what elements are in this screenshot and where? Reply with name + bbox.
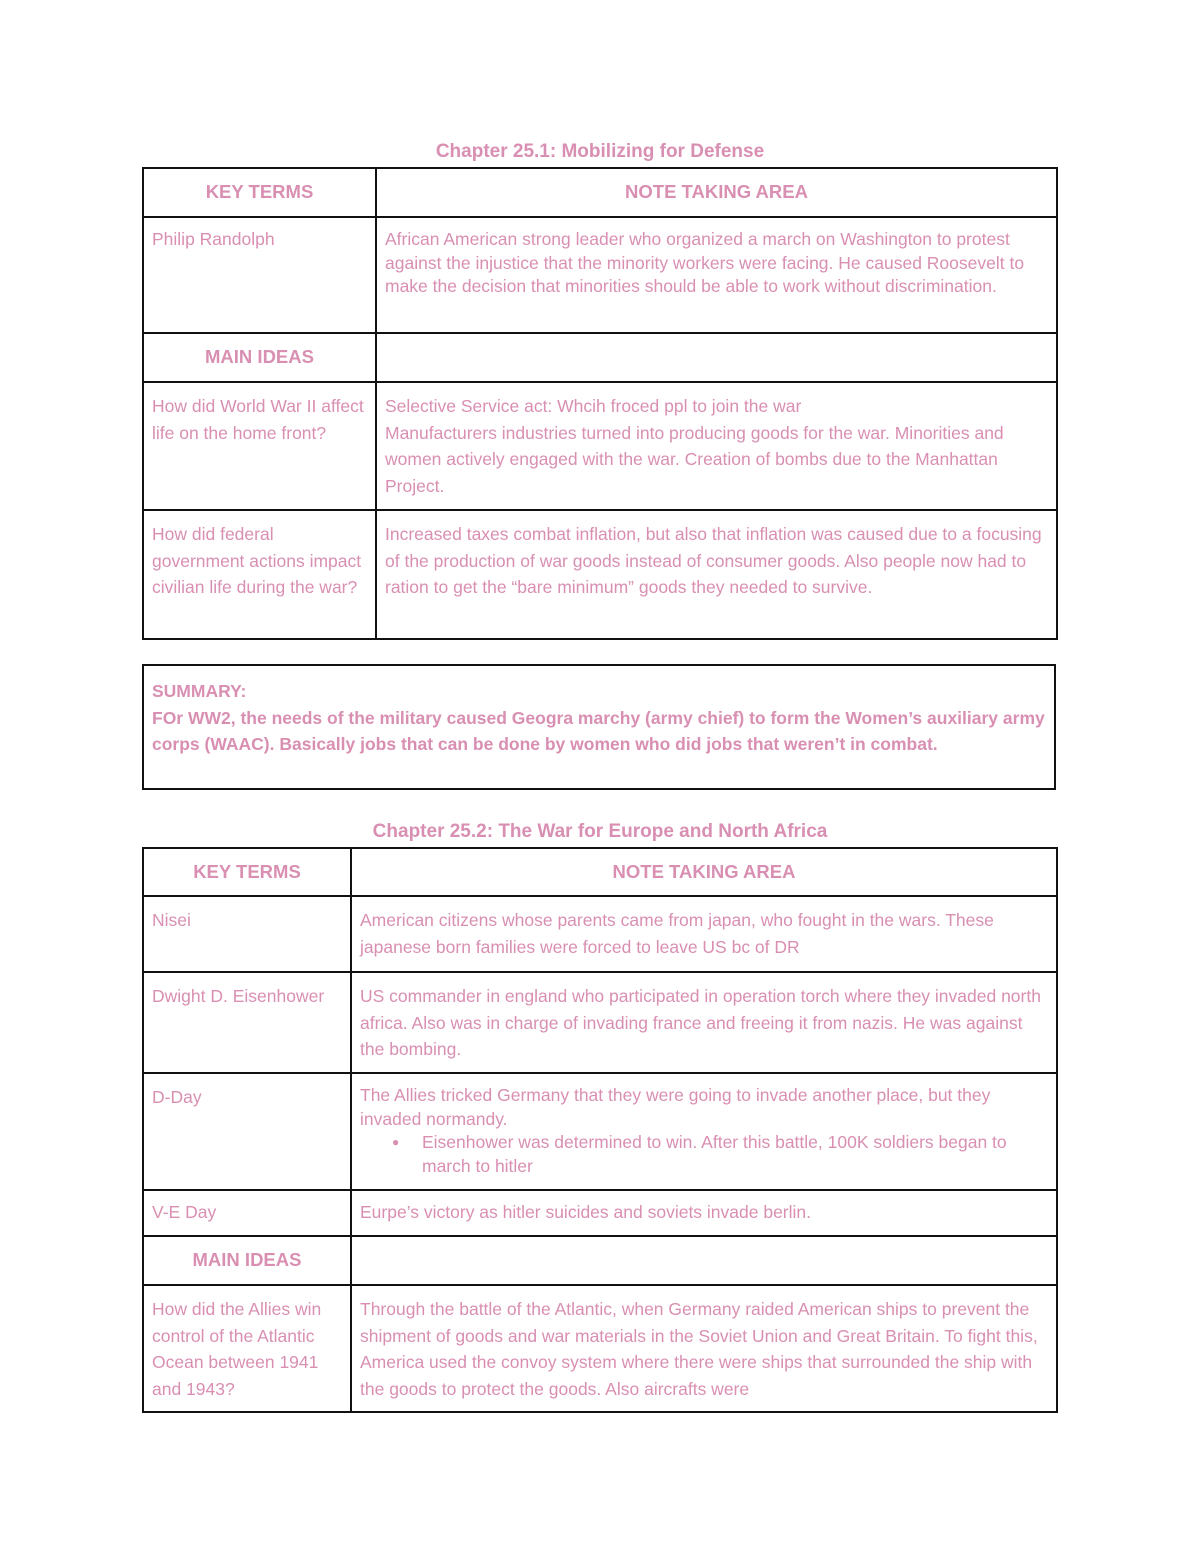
term-note: US commander in england who participated in operation torch where they invaded north africa. Also was in charge of invading france and freeing it from nazis. He was against the bombing. [351,972,1057,1073]
main-idea-note [376,382,1057,510]
key-term: D-Day [143,1073,351,1190]
key-terms-header: KEY TERMS [143,848,351,896]
section2-notes-table [142,847,1058,1413]
main-idea-note: Increased taxes combat inflation, but also that inflation was caused due to a focusing of the production of war goods instead of consumer goods. Also people now had to ration to get the “bare minimum” goods they needed to survive. [376,510,1057,639]
table-row [143,896,1057,972]
table-row [143,382,1057,510]
main-ideas-header: MAIN IDEAS [143,1236,351,1285]
empty-cell [351,1236,1057,1285]
key-term: Nisei [143,896,351,972]
section1-header-row [143,168,1057,217]
term-note: African American strong leader who organized a march on Washington to protest against the injustice that the minority workers were facing. He caused Roosevelt to make the decision that minorities should be able to work without discrimination. [376,217,1057,333]
table-row [143,1190,1057,1236]
term-note: American citizens whose parents came from japan, who fought in the wars. These japanese born families were forced to leave US bc of DR [351,896,1057,972]
key-term: V-E Day [143,1190,351,1236]
table-row [143,510,1057,639]
summary-box [142,664,1056,790]
main-ideas-header-row [143,333,1057,382]
main-idea-question: How did the Allies win control of the Atlantic Ocean between 1941 and 1943? [143,1285,351,1412]
note-line: Selective Service act: Whcih froced ppl to join the war [385,396,802,416]
key-terms-header: KEY TERMS [143,168,376,217]
main-idea-note: Through the battle of the Atlantic, when Germany raided American ships to prevent the shipment of goods and war materials in the Soviet Union and Great Britain. To fight this, America used the convoy system where there were ships that surrounded the ship with the goods to protect the goods. Also aircrafts were [351,1285,1057,1412]
main-ideas-header: MAIN IDEAS [143,333,376,382]
empty-cell [376,333,1057,382]
note-bullet-list [360,1131,1048,1178]
main-idea-question: How did federal government actions impact civilian life during the war? [143,510,376,639]
section1-notes-table [142,167,1058,640]
main-idea-question: How did World War II affect life on the home front? [143,382,376,510]
main-ideas-header-row [143,1236,1057,1285]
table-row [143,972,1057,1073]
note-bullet-item: ● Eisenhower was determined to win. After this battle, 100K soldiers began to march to hitler [422,1131,1048,1178]
term-note [351,1073,1057,1190]
key-term: Dwight D. Eisenhower [143,972,351,1073]
section1-title: Chapter 25.1: Mobilizing for Defense [435,141,765,162]
key-term: Philip Randolph [143,217,376,333]
note-line: Manufacturers industries turned into producing goods for the war. Minorities and women actively engaged with the war. Creation of bombs due to the Manhattan Project. [385,422,1004,496]
note-taking-area-header: NOTE TAKING AREA [376,168,1057,217]
summary-label: SUMMARY: [152,681,247,701]
summary-text: FOr WW2, the needs of the military caused Geogra marchy (army chief) to form the Women’s auxiliary army corps (WAAC). Basically jobs that can be done by women who did jobs that weren’t in combat. [152,707,1045,754]
table-row [143,217,1057,333]
note-line: The Allies tricked Germany that they were going to invade another place, but they invaded normandy. [360,1085,991,1129]
table-row [143,1285,1057,1412]
table-row [143,1073,1057,1190]
term-note: Eurpe’s victory as hitler suicides and soviets invade berlin. [351,1190,1057,1236]
section2-title: Chapter 25.2: The War for Europe and North Africa [372,821,828,842]
section2-header-row [143,848,1057,896]
note-taking-area-header: NOTE TAKING AREA [351,848,1057,896]
